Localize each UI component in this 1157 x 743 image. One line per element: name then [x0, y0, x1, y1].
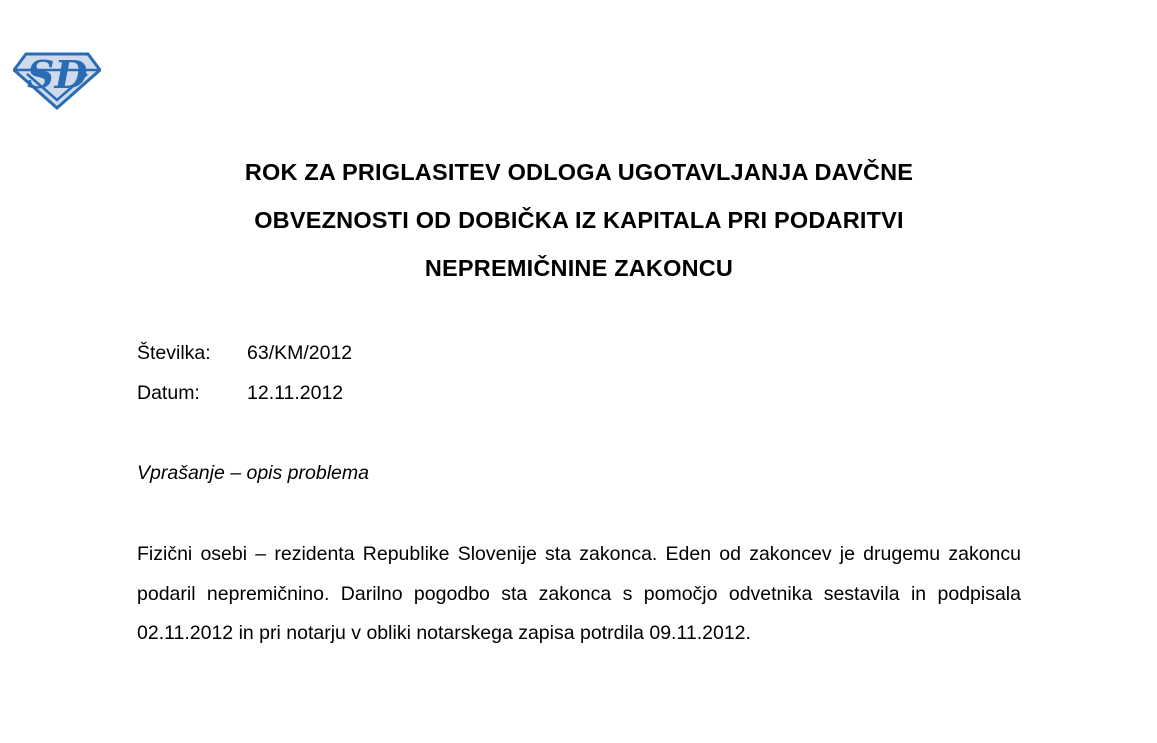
document-date-row [137, 373, 1021, 413]
document-number-row [137, 333, 1021, 373]
title-line-3: NEPREMIČNINE ZAKONCU [424, 255, 734, 281]
date-label: Datum: [137, 382, 200, 404]
title-line-1: ROK ZA PRIGLASITEV ODLOGA UGOTAVLJANJA DAVČNE [244, 159, 914, 185]
title-line-2: OBVEZNOSTI OD DOBIČKA IZ KAPITALA PRI PODARITVI [254, 207, 904, 233]
number-label: Številka: [137, 342, 211, 364]
date-value: 12.11.2012 [247, 382, 344, 404]
document-title [137, 148, 1021, 292]
body-paragraph: Fizični osebi – rezidenta Republike Slovenije sta zakonca. Eden od zakoncev je drugemu zakoncu podaril nepremičnino. Darilno pogodbo sta zakonca s pomočjo odvetnika sestavila in podpisala 02.11.2012 in pri notarju v obliki notarskega zapisa potrdila 09.11.2012. [137, 543, 1021, 644]
meta-block [137, 333, 1021, 413]
sd-diamond-logo-icon [13, 48, 101, 112]
section-heading-question: Vprašanje – opis problema [137, 462, 369, 484]
logo-letters: SD [27, 52, 88, 97]
number-value: 63/KM/2012 [247, 342, 353, 364]
